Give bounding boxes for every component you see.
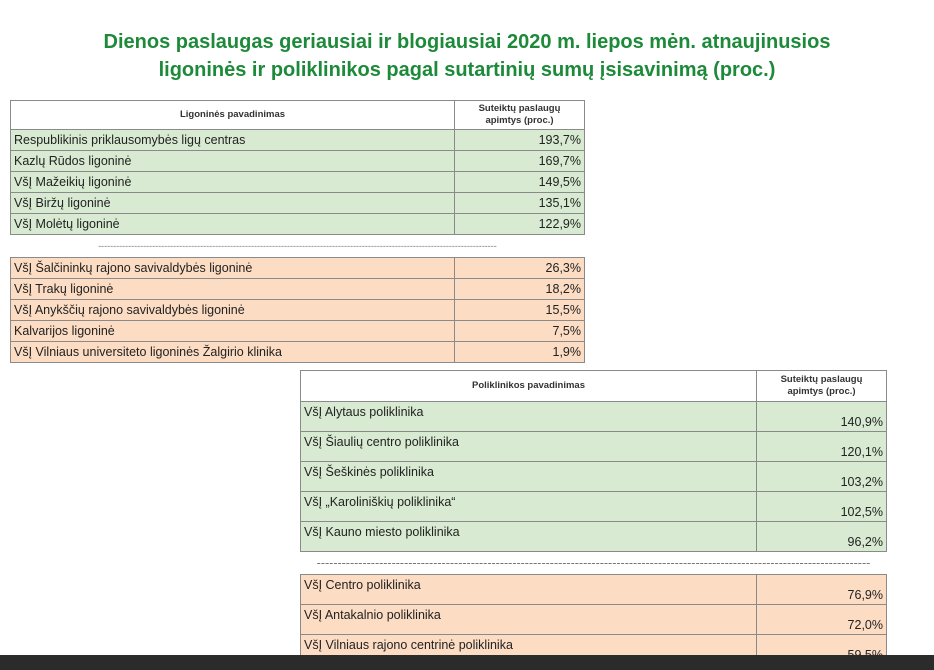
institution-name: VšĮ Molėtų ligoninė — [11, 214, 455, 235]
table-row — [301, 492, 887, 522]
service-percentage: 120,1% — [757, 432, 887, 462]
service-percentage: 102,5% — [757, 492, 887, 522]
hospitals-header-name: Ligoninės pavadinimas — [11, 101, 455, 130]
institution-name: VšĮ Šalčininkų rajono savivaldybės ligoninė — [11, 258, 455, 279]
hospitals-header-value-line1: Suteiktų paslaugų — [478, 103, 561, 114]
polyclinics-header-value — [757, 371, 887, 402]
table-row — [11, 151, 585, 172]
table-row — [301, 605, 887, 635]
institution-name: VšĮ Trakų ligoninė — [11, 279, 455, 300]
hospitals-table — [10, 100, 585, 363]
title-line-1: Dienos paslaugas geriausiai ir blogiausiai 2020 m. liepos mėn. atnaujinusios — [103, 31, 831, 53]
institution-name: VšĮ Antakalnio poliklinika — [301, 605, 757, 635]
institution-name: Kalvarijos ligoninė — [11, 321, 455, 342]
service-percentage: 1,9% — [455, 342, 585, 363]
institution-name: VšĮ Alytaus poliklinika — [301, 402, 757, 432]
hospitals-header-value — [455, 101, 585, 130]
service-percentage: 122,9% — [455, 214, 585, 235]
service-percentage: 140,9% — [757, 402, 887, 432]
table-row — [301, 462, 887, 492]
service-percentage: 72,0% — [757, 605, 887, 635]
institution-name: VšĮ Vilniaus rajono centrinė poliklinika — [301, 635, 757, 665]
institution-name: VšĮ Kauno miesto poliklinika — [301, 522, 757, 552]
service-percentage: 18,2% — [455, 279, 585, 300]
polyclinics-table — [300, 370, 887, 665]
service-percentage: 7,5% — [455, 321, 585, 342]
service-percentage: 76,9% — [757, 575, 887, 605]
institution-name: VšĮ Šiaulių centro poliklinika — [301, 432, 757, 462]
service-percentage: 15,5% — [455, 300, 585, 321]
service-percentage: 149,5% — [455, 172, 585, 193]
dashed-separator: ------------------------------------------------------------------------------------------------------------------------------------- — [301, 552, 887, 575]
separator-row — [11, 235, 585, 258]
table-row — [11, 172, 585, 193]
institution-name: VšĮ Anykščių rajono savivaldybės ligoninė — [11, 300, 455, 321]
table-row — [301, 575, 887, 605]
bottom-bar — [0, 655, 934, 670]
service-percentage: 103,2% — [757, 462, 887, 492]
institution-name: VšĮ Vilniaus universiteto ligoninės Žalgirio klinika — [11, 342, 455, 363]
institution-name: VšĮ Centro poliklinika — [301, 575, 757, 605]
institution-name: VšĮ Šeškinės poliklinika — [301, 462, 757, 492]
service-percentage: 169,7% — [455, 151, 585, 172]
polyclinics-header-value-line1: Suteiktų paslaugų — [780, 374, 863, 385]
institution-name: Respublikinis priklausomybės ligų centras — [11, 130, 455, 151]
polyclinics-header-row — [301, 371, 887, 402]
polyclinics-table-body — [301, 402, 887, 665]
polyclinics-header-name: Poliklinikos pavadinimas — [301, 371, 757, 402]
hospitals-header-value-line2: apimtys (proc.) — [485, 115, 554, 126]
institution-name: VšĮ „Karoliniškių poliklinika“ — [301, 492, 757, 522]
table-row — [11, 214, 585, 235]
institution-name: Kazlų Rūdos ligoninė — [11, 151, 455, 172]
service-percentage: 26,3% — [455, 258, 585, 279]
dashed-separator: ------------------------------------------------------------------------------------------------------------------------------------- — [11, 235, 585, 258]
table-row — [11, 300, 585, 321]
institution-name: VšĮ Mažeikių ligoninė — [11, 172, 455, 193]
table-row — [11, 342, 585, 363]
table-row — [11, 321, 585, 342]
separator-row — [301, 552, 887, 575]
table-row — [11, 279, 585, 300]
slide-title — [0, 28, 934, 84]
service-percentage: 193,7% — [455, 130, 585, 151]
hospitals-table-body — [11, 130, 585, 363]
hospitals-header-row — [11, 101, 585, 130]
institution-name: VšĮ Biržų ligoninė — [11, 193, 455, 214]
service-percentage: 135,1% — [455, 193, 585, 214]
table-row — [301, 522, 887, 552]
table-row — [11, 193, 585, 214]
table-row — [11, 130, 585, 151]
table-row — [301, 402, 887, 432]
table-row — [301, 432, 887, 462]
polyclinics-header-value-line2: apimtys (proc.) — [787, 386, 856, 397]
table-row — [11, 258, 585, 279]
service-percentage: 96,2% — [757, 522, 887, 552]
title-line-2: ligoninės ir poliklinikos pagal sutartinių sumų įsisavinimą (proc.) — [158, 59, 776, 81]
